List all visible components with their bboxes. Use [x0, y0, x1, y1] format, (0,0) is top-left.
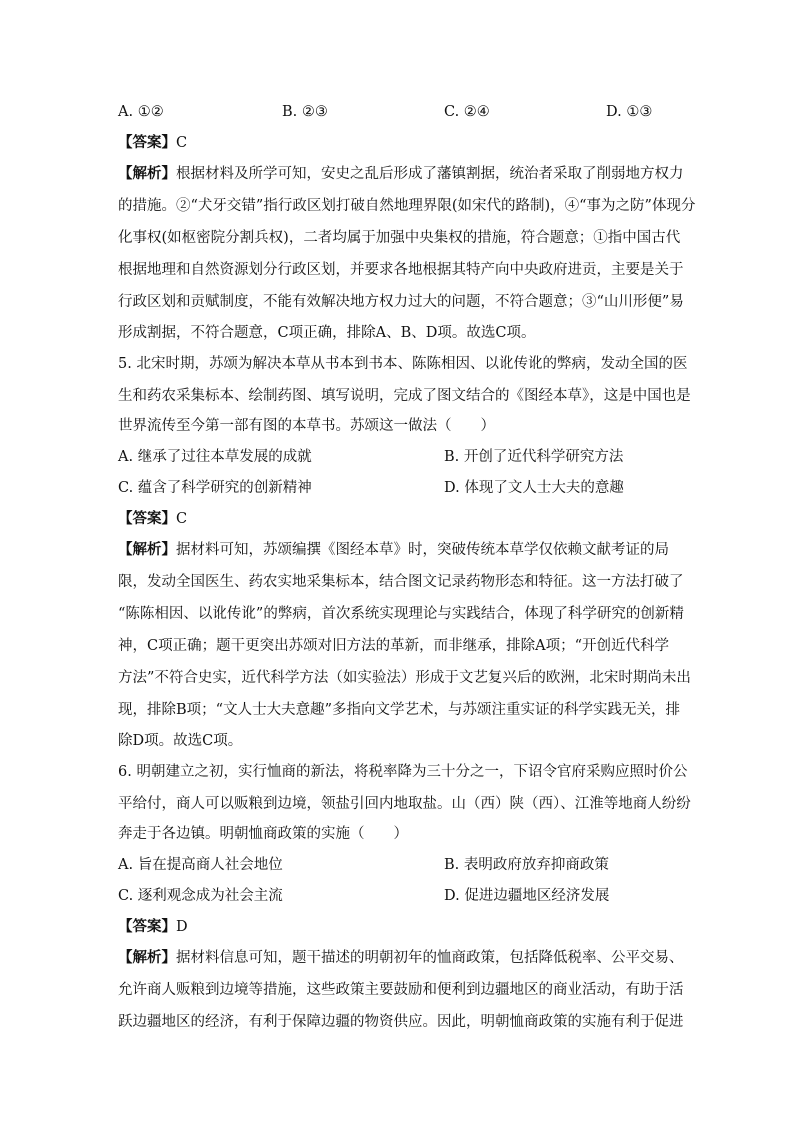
q5-stem-line: 生和药农采集标本、绘制药图、填写说明，完成了图文结合的《图经本草》，这是中国也是 — [118, 388, 691, 404]
q4-answer — [118, 133, 187, 153]
q4-analysis-line: 根据地理和自然资源划分行政区划，并要求各地根据其特产向中央政府进贡，主要是关于 — [118, 262, 684, 278]
answer-tag: 【答案】 — [118, 134, 176, 151]
q4-analysis-line: 化事权(如枢密院分割兵权)，二者均属于加强中央集权的措施，符合题意；①指中国古代 — [118, 230, 681, 246]
q6-analysis-line — [118, 948, 684, 968]
q4-option-c: C. ②④ — [444, 104, 490, 120]
q6-stem-line: 平给付，商人可以贩粮到边境，领盐引回内地取盐。山（西）陕（西）、江淮等地商人纷纷 — [118, 796, 691, 812]
q5-option-c: C. 蕴含了科学研究的创新精神 — [118, 480, 312, 496]
q6-option-b: B. 表明政府放弃抑商政策 — [444, 857, 609, 873]
analysis-text: 根据材料及所学可知，安史之乱后形成了藩镇割据，统治者采取了削弱地方权力 — [176, 166, 684, 182]
q5-analysis-line: “陈陈相因、以讹传讹”的弊病，首次系统实现理论与实践结合，体现了科学研究的创新精 — [118, 606, 684, 622]
analysis-tag: 【解析】 — [118, 949, 176, 966]
q4-analysis-line: 的措施。②“犬牙交错”指行政区划打破自然地理界限(如宋代的路制)，④“事为之防”体现分 — [118, 198, 696, 214]
answer-value: C — [176, 135, 188, 151]
analysis-text: 据材料可知，苏颂编撰《图经本草》时，突破传统本草学仅依赖文献考证的局 — [176, 542, 669, 558]
q5-analysis-line: 方法”不符合史实，近代科学方法（如实验法）形成于文艺复兴后的欧洲，北宋时期尚未出 — [118, 670, 691, 686]
q5-option-b: B. 开创了近代科学研究方法 — [444, 449, 624, 465]
q5-analysis-line: 神，C项正确；题干更突出苏颂对旧方法的革新，而非继承，排除A项；“开创近代科学 — [118, 638, 669, 654]
answer-tag: 【答案】 — [118, 918, 176, 935]
answer-value: D — [176, 919, 188, 935]
q5-answer — [118, 509, 187, 529]
q4-option-b: B. ②③ — [282, 104, 328, 120]
answer-tag: 【答案】 — [118, 510, 176, 527]
q6-stem-line: 6. 明朝建立之初，实行恤商的新法，将税率降为三十分之一，下诏令官府采购应照时价公 — [118, 764, 688, 780]
q4-analysis-line — [118, 164, 684, 184]
q6-option-a: A. 旨在提高商人社会地位 — [118, 857, 283, 873]
q5-stem-line: 5. 北宋时期，苏颂为解决本草从书本到书本、陈陈相因、以讹传讹的弊病，发动全国的医 — [118, 356, 688, 372]
q4-option-d: D. ①③ — [606, 104, 653, 120]
q5-analysis-line: 除D项。故选C项。 — [118, 733, 243, 749]
q5-stem-line: 世界流传至今第一部有图的本草书。苏颂这一做法（ ） — [118, 418, 495, 434]
q5-analysis-line: 限，发动全国医生、药农实地采集标本，结合图文记录药物形态和特征。这一方法打破了 — [118, 574, 684, 590]
q4-analysis-line: 行政区划和贡赋制度，不能有效解决地方权力过大的问题，不符合题意；③“山川形便”易 — [118, 294, 684, 310]
q5-analysis-line: 现，排除B项；“文人士大夫意趣”多指向文学艺术，与苏颂注重实证的科学实践无关，排 — [118, 702, 680, 718]
q6-option-c: C. 逐利观念成为社会主流 — [118, 888, 283, 904]
q4-option-a: A. ①② — [118, 104, 164, 120]
q6-analysis-line: 允许商人贩粮到边境等措施，这些政策主要鼓励和便利到边疆地区的商业活动，有助于活 — [118, 982, 684, 998]
analysis-text: 据材料信息可知，题干描述的明朝初年的恤商政策，包括降低税率、公平交易、 — [176, 950, 684, 966]
analysis-tag: 【解析】 — [118, 165, 176, 182]
q6-analysis-line: 跃边疆地区的经济，有利于保障边疆的物资供应。因此，明朝恤商政策的实施有利于促进 — [118, 1014, 684, 1030]
analysis-tag: 【解析】 — [118, 541, 176, 558]
q6-answer — [118, 917, 188, 937]
q5-analysis-line — [118, 540, 669, 560]
q5-option-d: D. 体现了文人士大夫的意趣 — [444, 480, 624, 496]
q6-stem-line: 奔走于各边镇。明朝恤商政策的实施（ ） — [118, 826, 408, 842]
q6-option-d: D. 促进边疆地区经济发展 — [444, 888, 610, 904]
answer-value: C — [176, 511, 188, 527]
q4-analysis-line: 形成割据，不符合题意，C项正确，排除A、B、D项。故选C项。 — [118, 325, 536, 341]
q5-option-a: A. 继承了过往本草发展的成就 — [118, 449, 312, 465]
